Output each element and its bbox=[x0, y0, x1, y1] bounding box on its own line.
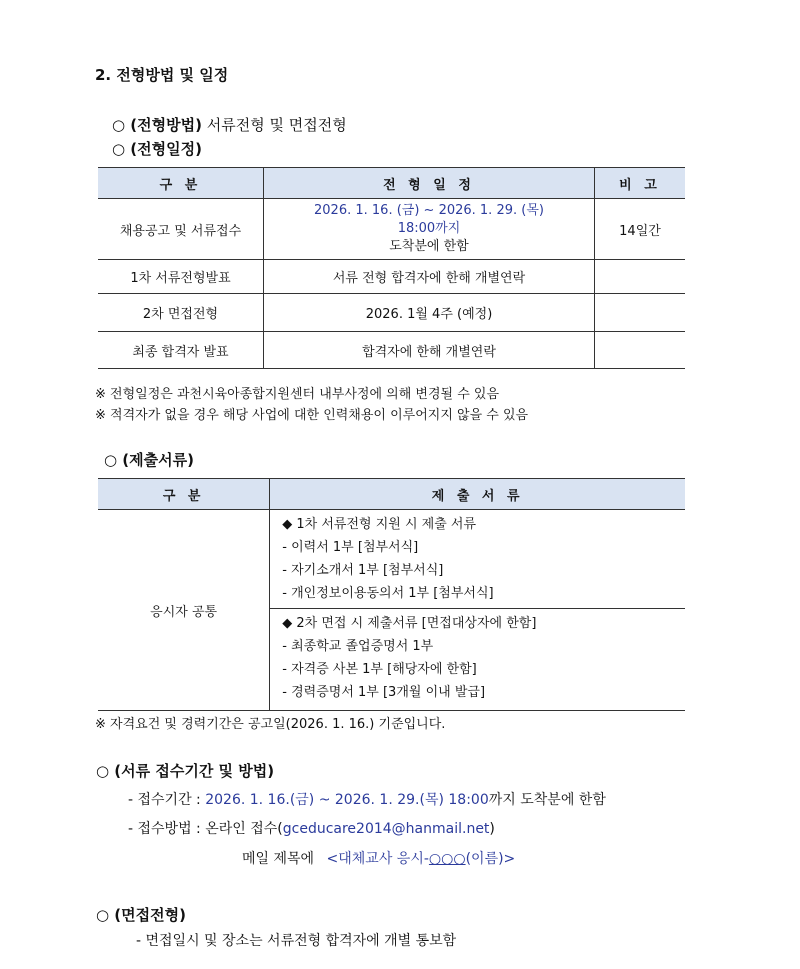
row-note: 14일간 bbox=[595, 199, 686, 260]
method-email: gceducare2014@hanmail.net bbox=[282, 821, 490, 837]
documents-stage2 bbox=[270, 609, 685, 711]
method-label: ○ (전형방법) bbox=[112, 116, 202, 134]
subject-suffix: (이름)> bbox=[465, 851, 516, 867]
schedule-header-schedule: 전 형 일 정 bbox=[264, 168, 595, 199]
interview-label: ○ (면접전형) bbox=[96, 906, 186, 924]
subject-value bbox=[327, 851, 516, 867]
row-note bbox=[595, 260, 686, 294]
documents-category: 응시자 공통 bbox=[98, 510, 270, 711]
table-row bbox=[98, 332, 685, 369]
documents-header-category: 구 분 bbox=[98, 479, 270, 510]
table-row bbox=[98, 260, 685, 294]
subject-prefix: <대체교사 응시- bbox=[326, 851, 429, 867]
schedule-label: ○ (전형일정) bbox=[112, 140, 202, 158]
row-schedule: 서류 전형 합격자에 한해 개별연락 bbox=[264, 260, 595, 294]
row-category: 채용공고 및 서류접수 bbox=[98, 199, 264, 260]
table-row bbox=[98, 510, 685, 609]
row-note bbox=[595, 294, 686, 332]
subject-label: 메일 제목에 bbox=[242, 851, 315, 867]
documents-stage1 bbox=[270, 510, 685, 609]
schedule-note-1: ※ 전형일정은 과천시육아종합지원센터 내부사정에 의해 변경될 수 있음 bbox=[95, 387, 500, 402]
documents-header-list: 제 출 서 류 bbox=[270, 479, 685, 510]
method-close: ) bbox=[489, 821, 495, 837]
stage2-title: ◆ 2차 면접 시 제출서류 [면접대상자에 한함] bbox=[282, 616, 537, 631]
row-note bbox=[595, 332, 686, 369]
table-row bbox=[98, 199, 685, 260]
reception-label: ○ (서류 접수기간 및 방법) bbox=[96, 762, 275, 780]
stage2-item: - 자격증 사본 1부 [해당자에 한함] bbox=[282, 662, 477, 677]
schedule-header-category: 구 분 bbox=[98, 168, 264, 199]
stage1-item: - 자기소개서 1부 [첨부서식] bbox=[282, 563, 444, 578]
row-schedule bbox=[264, 199, 595, 260]
method-line bbox=[112, 114, 347, 135]
section-heading: 2. 전형방법 및 일정 bbox=[95, 66, 229, 84]
schedule-date-range: 2026. 1. 16. (금) ~ 2026. 1. 29. (목) bbox=[314, 203, 544, 218]
documents-table bbox=[98, 478, 685, 711]
schedule-deadline: 18:00까지 bbox=[397, 221, 461, 236]
stage2-item: - 최종학교 졸업증명서 1부 bbox=[282, 639, 434, 654]
schedule-note-2: ※ 적격자가 없을 경우 해당 사업에 대한 인력채용이 이루어지지 않을 수 있음 bbox=[95, 408, 529, 423]
row-category: 최종 합격자 발표 bbox=[98, 332, 264, 369]
schedule-table bbox=[98, 167, 685, 369]
period-suffix: 까지 도착분에 한함 bbox=[488, 792, 606, 808]
subject-placeholder: ○○○ bbox=[428, 851, 466, 867]
interview-text: - 면접일시 및 장소는 서류전형 합격자에 개별 통보함 bbox=[136, 933, 457, 949]
documents-label: ○ (제출서류) bbox=[104, 451, 194, 469]
stage1-item: - 이력서 1부 [첨부서식] bbox=[282, 540, 419, 555]
reception-subject bbox=[242, 848, 515, 868]
period-label: - 접수기간 : bbox=[128, 792, 201, 808]
row-schedule: 2026. 1월 4주 (예정) bbox=[264, 294, 595, 332]
method-text: 서류전형 및 면접전형 bbox=[206, 116, 347, 134]
method-label: - 접수방법 : 온라인 접수( bbox=[128, 821, 283, 837]
reception-method bbox=[128, 818, 495, 838]
stage2-item: - 경력증명서 1부 [3개월 이내 발급] bbox=[282, 685, 486, 700]
row-category: 1차 서류전형발표 bbox=[98, 260, 264, 294]
schedule-header-note: 비 고 bbox=[595, 168, 686, 199]
row-category: 2차 면접전형 bbox=[98, 294, 264, 332]
period-value: 2026. 1. 16.(금) ~ 2026. 1. 29.(목) 18:00 bbox=[205, 792, 489, 808]
reception-period bbox=[128, 789, 606, 809]
row-schedule: 합격자에 한해 개별연락 bbox=[264, 332, 595, 369]
documents-note: ※ 자격요건 및 경력기간은 공고일(2026. 1. 16.) 기준입니다. bbox=[95, 717, 446, 732]
stage1-item: - 개인정보이용동의서 1부 [첨부서식] bbox=[282, 586, 494, 601]
schedule-condition: 도착분에 한함 bbox=[389, 239, 469, 254]
table-row bbox=[98, 294, 685, 332]
stage1-title: ◆ 1차 서류전형 지원 시 제출 서류 bbox=[282, 517, 477, 532]
